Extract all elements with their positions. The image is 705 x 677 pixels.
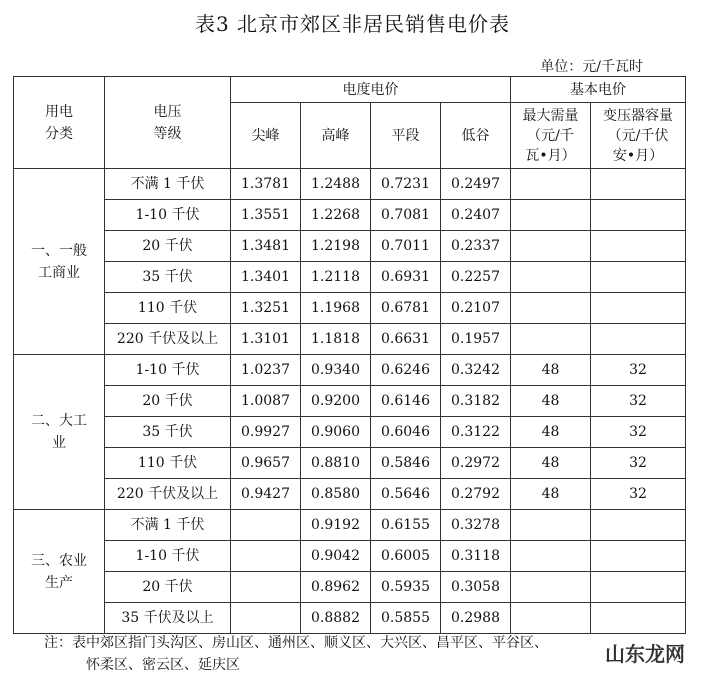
peak-cell: 0.9340 [301, 355, 371, 386]
sharp-cell: 0.9927 [231, 417, 301, 448]
peak-cell: 1.2118 [301, 262, 371, 293]
watermark-logo: 山东龙网 [603, 638, 687, 667]
table-row [14, 479, 686, 510]
table-row [14, 417, 686, 448]
voltage-cell: 20 千伏 [105, 572, 231, 603]
voltage-cell: 不满 1 千伏 [105, 169, 231, 200]
trans-cell: 32 [591, 479, 686, 510]
peak-cell: 1.2268 [301, 200, 371, 231]
peak-cell: 1.1818 [301, 324, 371, 355]
valley-cell: 0.3122 [441, 417, 511, 448]
demand-cell [511, 324, 591, 355]
unit-label: 单位：元/千瓦时 [540, 59, 643, 75]
peak-cell: 0.9192 [301, 510, 371, 541]
demand-cell [511, 541, 591, 572]
voltage-cell: 35 千伏 [105, 262, 231, 293]
header-peak: 高峰 [301, 103, 371, 169]
table-row [14, 231, 686, 262]
page-title: 表3 北京市郊区非居民销售电价表 [194, 12, 511, 36]
flat-cell: 0.5855 [371, 603, 441, 634]
table-row [14, 386, 686, 417]
sharp-cell [231, 510, 301, 541]
peak-cell: 0.8810 [301, 448, 371, 479]
sharp-cell: 0.9657 [231, 448, 301, 479]
valley-cell: 0.1957 [441, 324, 511, 355]
demand-cell: 48 [511, 448, 591, 479]
valley-cell: 0.3278 [441, 510, 511, 541]
trans-cell: 32 [591, 417, 686, 448]
voltage-cell: 35 千伏及以上 [105, 603, 231, 634]
flat-cell: 0.7231 [371, 169, 441, 200]
demand-cell [511, 169, 591, 200]
peak-cell: 0.9200 [301, 386, 371, 417]
table-row [14, 200, 686, 231]
sharp-cell: 1.3551 [231, 200, 301, 231]
flat-cell: 0.7081 [371, 200, 441, 231]
table-row [14, 262, 686, 293]
peak-cell: 0.8580 [301, 479, 371, 510]
sharp-cell [231, 603, 301, 634]
flat-cell: 0.6155 [371, 510, 441, 541]
voltage-cell: 35 千伏 [105, 417, 231, 448]
category-cell: 二、大工 业 [14, 355, 105, 510]
valley-cell: 0.2972 [441, 448, 511, 479]
peak-cell: 0.9042 [301, 541, 371, 572]
header-transformer: 变压器容量 （元/千伏 安•月） [591, 103, 686, 169]
header-sharp-peak: 尖峰 [231, 103, 301, 169]
voltage-cell: 1-10 千伏 [105, 200, 231, 231]
footnote-line-2: 怀柔区、密云区、延庆区 [86, 657, 240, 673]
trans-cell [591, 324, 686, 355]
sharp-cell: 1.3481 [231, 231, 301, 262]
trans-cell [591, 541, 686, 572]
voltage-cell: 1-10 千伏 [105, 541, 231, 572]
demand-cell [511, 231, 591, 262]
valley-cell: 0.2497 [441, 169, 511, 200]
trans-cell [591, 200, 686, 231]
peak-cell: 0.8882 [301, 603, 371, 634]
flat-cell: 0.6246 [371, 355, 441, 386]
sharp-cell: 1.3401 [231, 262, 301, 293]
flat-cell: 0.6931 [371, 262, 441, 293]
valley-cell: 0.2792 [441, 479, 511, 510]
voltage-cell: 220 千伏及以上 [105, 479, 231, 510]
demand-cell [511, 510, 591, 541]
table-row [14, 510, 686, 541]
valley-cell: 0.2107 [441, 293, 511, 324]
demand-cell [511, 603, 591, 634]
header-max-demand: 最大需量 （元/千 瓦•月） [511, 103, 591, 169]
voltage-cell: 不满 1 千伏 [105, 510, 231, 541]
demand-cell: 48 [511, 355, 591, 386]
table-row [14, 603, 686, 634]
header-flat: 平段 [371, 103, 441, 169]
header-base-price: 基本电价 [511, 77, 686, 103]
category-cell: 一、一般 工商业 [14, 169, 105, 355]
flat-cell: 0.5846 [371, 448, 441, 479]
footnote [44, 632, 684, 676]
footnote-line-1: 注：表中郊区指门头沟区、房山区、通州区、顺义区、大兴区、昌平区、平谷区、 [44, 635, 548, 651]
peak-cell: 0.8962 [301, 572, 371, 603]
demand-cell: 48 [511, 479, 591, 510]
table-row [14, 324, 686, 355]
trans-cell [591, 510, 686, 541]
sharp-cell: 1.0237 [231, 355, 301, 386]
peak-cell: 1.2198 [301, 231, 371, 262]
valley-cell: 0.2988 [441, 603, 511, 634]
price-table [13, 76, 686, 634]
flat-cell: 0.6781 [371, 293, 441, 324]
flat-cell: 0.7011 [371, 231, 441, 262]
demand-cell [511, 572, 591, 603]
demand-cell: 48 [511, 386, 591, 417]
sharp-cell [231, 572, 301, 603]
sharp-cell: 1.3781 [231, 169, 301, 200]
sharp-cell: 1.3251 [231, 293, 301, 324]
sharp-cell: 1.0087 [231, 386, 301, 417]
table-body [14, 169, 686, 634]
voltage-cell: 20 千伏 [105, 231, 231, 262]
voltage-cell: 20 千伏 [105, 386, 231, 417]
flat-cell: 0.6146 [371, 386, 441, 417]
flat-cell: 0.6005 [371, 541, 441, 572]
peak-cell: 1.1968 [301, 293, 371, 324]
header-voltage: 电压 等级 [105, 77, 231, 169]
valley-cell: 0.2407 [441, 200, 511, 231]
valley-cell: 0.2337 [441, 231, 511, 262]
voltage-cell: 220 千伏及以上 [105, 324, 231, 355]
sharp-cell [231, 541, 301, 572]
table-row [14, 541, 686, 572]
demand-cell: 48 [511, 417, 591, 448]
table-row [14, 293, 686, 324]
demand-cell [511, 293, 591, 324]
header-category: 用电 分类 [14, 77, 105, 169]
flat-cell: 0.5935 [371, 572, 441, 603]
sharp-cell: 1.3101 [231, 324, 301, 355]
trans-cell [591, 262, 686, 293]
header-energy-price: 电度电价 [231, 77, 511, 103]
trans-cell: 32 [591, 355, 686, 386]
demand-cell [511, 262, 591, 293]
flat-cell: 0.6046 [371, 417, 441, 448]
voltage-cell: 110 千伏 [105, 293, 231, 324]
peak-cell: 0.9060 [301, 417, 371, 448]
valley-cell: 0.3182 [441, 386, 511, 417]
header-valley: 低谷 [441, 103, 511, 169]
valley-cell: 0.3242 [441, 355, 511, 386]
valley-cell: 0.3118 [441, 541, 511, 572]
peak-cell: 1.2488 [301, 169, 371, 200]
voltage-cell: 1-10 千伏 [105, 355, 231, 386]
table-row [14, 572, 686, 603]
trans-cell [591, 231, 686, 262]
table-row [14, 355, 686, 386]
trans-cell: 32 [591, 448, 686, 479]
trans-cell [591, 603, 686, 634]
trans-cell: 32 [591, 386, 686, 417]
trans-cell [591, 572, 686, 603]
valley-cell: 0.3058 [441, 572, 511, 603]
valley-cell: 0.2257 [441, 262, 511, 293]
voltage-cell: 110 千伏 [105, 448, 231, 479]
flat-cell: 0.5646 [371, 479, 441, 510]
sharp-cell: 0.9427 [231, 479, 301, 510]
trans-cell [591, 169, 686, 200]
table-row [14, 169, 686, 200]
category-cell: 三、农业 生产 [14, 510, 105, 634]
table-row [14, 448, 686, 479]
demand-cell [511, 200, 591, 231]
flat-cell: 0.6631 [371, 324, 441, 355]
trans-cell [591, 293, 686, 324]
